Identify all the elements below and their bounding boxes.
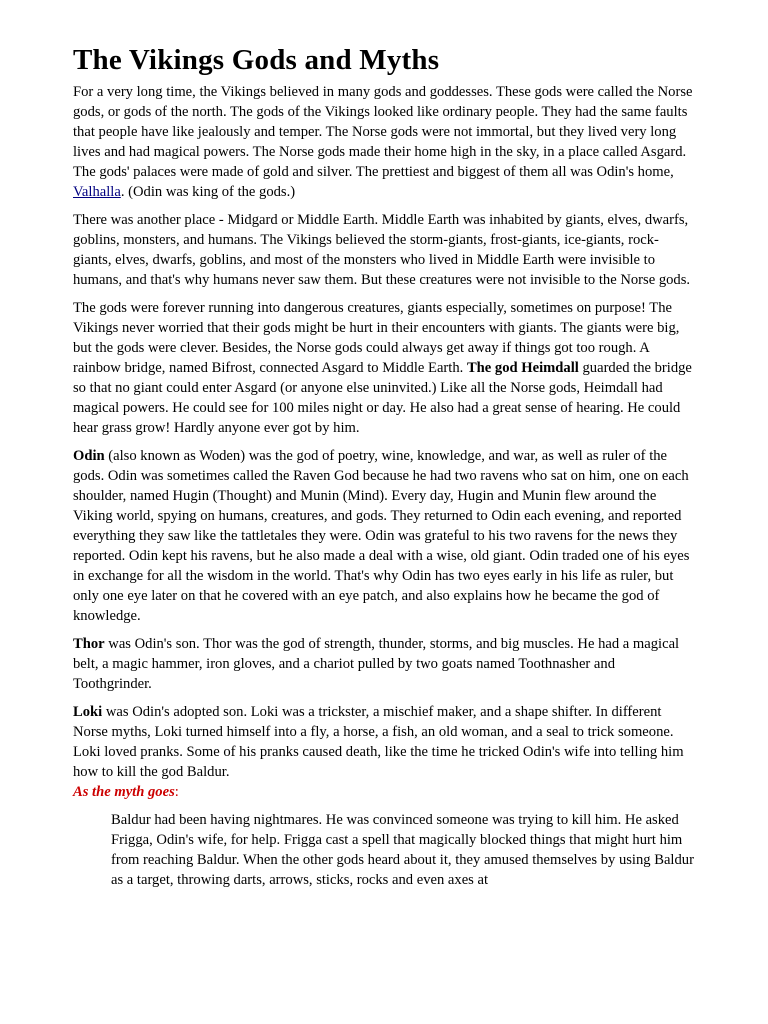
paragraph-baldur: Baldur had been having nightmares. He was convinced someone was trying to kill him. He asked Frigga, Odin's wife, for help. Frigga cast a spell that magically blocked things that might hurt him from reaching Baldur. When the other gods heard about it, they amused themselves by using Baldur as a target, throwing darts, arrows, sticks, rocks and even axes at — [111, 812, 694, 888]
paragraph-heimdall — [73, 298, 697, 438]
myth-intro — [73, 782, 697, 802]
document-page — [73, 40, 697, 898]
loki-heading: Loki — [73, 704, 103, 720]
paragraph-thor — [73, 634, 697, 694]
paragraph-text: For a very long time, the Vikings believed in many gods and goddesses. These gods were called the Norse gods, or gods of the north. The gods of the Vikings looked like ordinary people. They had the same faults that people have like jealously and temper. The Norse gods were not immortal, but they lived very long lives and had magical powers. The Norse gods made their home high in the sky, in a place called Asgard. The gods' palaces were made of gold and silver. The prettiest and biggest of them all was Odin's home, — [73, 84, 693, 180]
paragraph-text: The gods were forever running into dangerous creatures, giants especially, sometimes on purpose! The Vikings never worried that their gods might be hurt in their encounters with giants. The giants were big, but the gods were clever. Besides, the Norse gods could always get away if things got too rough. A rainbow bridge, named Bifrost, connected Asgard to Middle Earth. — [73, 300, 680, 376]
thor-heading: Thor — [73, 636, 105, 652]
paragraph-midgard: There was another place - Midgard or Middle Earth. Middle Earth was inhabited by giants, elves, dwarfs, goblins, monsters, and humans. The Vikings believed the storm-giants, frost-giants, ice-giants, rock-giants, elves, dwarfs, goblins, and most of the monsters who lived in Middle Earth were invisible to humans, and that's why humans never saw them. But these creatures were not invisible to the Norse gods. — [73, 212, 691, 288]
paragraph-text: was Odin's son. Thor was the god of strength, thunder, storms, and big muscles. He had a magical belt, a magic hammer, iron gloves, and a chariot pulled by two goats named Toothnasher and Toothgrinder. — [73, 636, 680, 692]
paragraph-text: (also known as Woden) was the god of poetry, wine, knowledge, and war, as well as ruler of the gods. Odin was sometimes called the Raven God because he had two ravens who sat on him, one on each shoulder, named Hugin (Thought) and Munin (Mind). Every day, Hugin and Munin flew around the Viking world, spying on humans, creatures, and gods. They returned to Odin each evening, and reported everything they saw like the tattletales they were. Odin was grateful to his two ravens for the news they reported. Odin kept his ravens, but he also made a deal with a wise, old giant. Odin traded one of his eyes in exchange for all the wisdom in the world. That's why Odin has two eyes early in his life as ruler, but only one eye later on that he covered with an eye patch, and also explains how he became the god of knowledge. — [73, 448, 690, 624]
page-title: The Vikings Gods and Myths — [73, 44, 440, 76]
myth-colon: : — [174, 784, 179, 800]
paragraph-text: was Odin's adopted son. Loki was a trickster, a mischief maker, and a shape shifter. In different Norse myths, Loki turned himself into a fly, a horse, a fish, an old woman, and a seal to trick someone. Loki loved pranks. Some of his pranks caused death, like the time he tricked Odin's wife into telling him how to kill the god Baldur. — [73, 704, 684, 780]
myth-label: As the myth goes — [73, 784, 175, 800]
paragraph-loki — [73, 702, 697, 782]
heimdall-heading: The god Heimdall — [466, 360, 579, 376]
paragraph-asgard — [73, 82, 697, 202]
paragraph-odin — [73, 446, 697, 626]
paragraph-text: . (Odin was king of the gods.) — [120, 184, 296, 200]
valhalla-link[interactable]: Valhalla — [73, 184, 121, 200]
odin-heading: Odin — [73, 448, 105, 464]
paragraph-text: guarded the bridge so that no giant could enter Asgard (or anyone else uninvited.) Like all the Norse gods, Heimdall had magical powers. He could see for 100 miles night or day. He also had a great sense of hearing. He could hear grass grow! Hardly anyone ever got by him. — [73, 360, 692, 436]
